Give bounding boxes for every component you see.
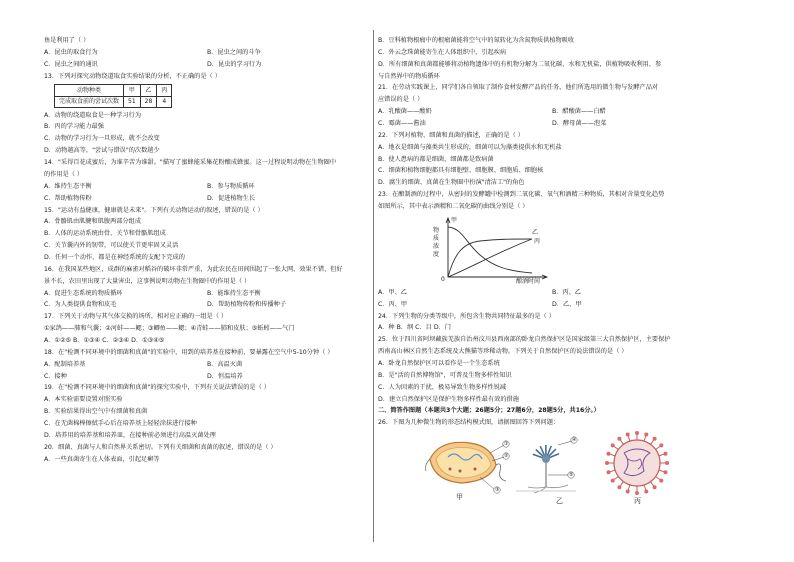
text-line: B．使人患病的都是细菌，细菌都是致病菌 [378, 155, 494, 163]
option-text: B．参与物质循环 [207, 182, 255, 190]
text-line: 13．下列对探究动物绕道取食实验结果的分析，不正确的是（ ） [44, 72, 221, 80]
option-text: D．帮助植物传粉和传播种子 [207, 301, 287, 309]
text-line: 的作用是（ ） [44, 170, 84, 178]
label-yi: 乙 [556, 497, 563, 506]
text-line: B．是"活的自然博物馆"，可普及生物多样性知识 [378, 371, 512, 379]
table-cell: 51 [124, 96, 141, 107]
text-line: 21．在劳动实践课上，同学们各自领取了制作食材发酵产品的任务，他们所选用的微生物与发酵产品对 [378, 84, 659, 92]
option-row [44, 183, 370, 191]
text-line: 鱼是利用了（ ） [44, 37, 90, 44]
experiment-table [54, 84, 172, 107]
curve-label-bing: 丙 [534, 237, 541, 245]
option-row [378, 289, 726, 297]
text-line: 14．"采得百花成蜜后，为谁辛苦为谁甜。"描写了蜜蜂能采集花粉酿成蜂蜜。这一过程说明动物在生物圈中 [44, 159, 337, 167]
option-text: C．丙、甲 [378, 300, 408, 308]
text-line: A．动物的绕道取食是一种学习行为 [44, 111, 142, 119]
option-text: A．配制培养基 [44, 360, 86, 368]
text-line: 20．细菌、真菌与人和自然界关系密切。下列有关细菌和真菌的叙述，错误的是（ ） [44, 443, 277, 451]
text-line: D．培养用的培养基和培养皿，在接种前必须进行高温灭菌处理 [44, 431, 216, 439]
virus-svg [592, 431, 692, 497]
text-line: A．地衣是细菌与藻类共生形成的，细菌可以为藻类提供水和无机盐 [378, 143, 562, 151]
option-text: C．帮助植物传粉 [44, 194, 92, 202]
structure-number: ④ [572, 437, 577, 444]
text-line: 17．下列关于动物与其气体交换的场所，相对应正确的一组是（ ） [44, 313, 228, 321]
x-axis-label: 酿酒时间 [516, 277, 541, 285]
option-row [378, 120, 726, 128]
structure-number: ② [504, 453, 509, 460]
text-line: 与自然界中的物质循环 [378, 72, 440, 80]
text-line: 25．位于四川省阿坝藏族羌族自治州汶川县西南部的卧龙自然保护区是国家级第三大自然保护区，主要保护 [378, 336, 671, 344]
option-text: B．醋酸菌——白醋 [552, 108, 606, 116]
structure-number: ① [504, 441, 509, 448]
option-text: B．丙、乙 [552, 288, 581, 296]
y-axis-label: 度 [433, 250, 440, 258]
option-text: B．能维持生态平衡 [207, 289, 261, 297]
option-text: C．昆虫之间的通讯 [44, 60, 98, 68]
option-row [378, 301, 726, 309]
option-row [44, 290, 370, 298]
option-row [44, 373, 370, 381]
text-line: 24．下列生物的分类等级中，所包含生物共同特征最多的是（ ） [378, 312, 555, 320]
option-row [378, 108, 726, 116]
text-line: 应错误的是（ ） [378, 96, 424, 104]
text-line: C．外云念珠菌能寄生在人体组织中，引起疾病 [378, 48, 507, 56]
left-column [44, 37, 370, 467]
option-text: C．霉菌——酱油 [378, 120, 426, 128]
option-text: A．维持生态平衡 [44, 182, 92, 190]
text-line: 西南高山林区自然生态系统及大熊猫等珍稀动物。下列关于自然保护区的说法错误的是（ ） [378, 348, 628, 356]
text-line: 景不长，农田里出现了大量害虫，这事例说明动物在生物圈中的作用是（ ） [44, 277, 251, 285]
text-line: B．丙的学习能力最强 [44, 123, 104, 131]
y-axis-label: 质 [433, 234, 440, 242]
text-line: A．卧龙自然保护区可以看作是一个生态系统 [378, 360, 500, 368]
graph-svg [428, 215, 578, 285]
curve-label-yi: 乙 [532, 228, 539, 236]
text-line: 16．在我国某些地区，成群的麻雀对稻谷的破坏非常严重，为此农民在田间围起了一张大网，效果不错，但好 [44, 265, 343, 273]
table-cell: 4 [157, 96, 172, 107]
text-line: D．动物越高等，"尝试与错误"的次数越少 [44, 147, 160, 155]
y-axis-label: 物 [433, 226, 440, 234]
label-bing: 丙 [634, 497, 641, 506]
right-column [378, 37, 726, 511]
text-line: C．人为因素的干扰，极易导致生物多样性锐减 [378, 383, 507, 391]
text-line: A．一些真菌寄生在人体表面，引起足癣等 [44, 455, 160, 463]
text-line: A．种 B．纲 C．目 D．门 [378, 324, 451, 332]
text-line: 19．在"检测不同环境中的细菌和真菌"的探究实验中，下列有关说法错误的是（ ） [44, 384, 270, 392]
column-divider [373, 30, 374, 542]
text-line: B．人体的运动系统由骨、关节和骨骼肌组成 [44, 230, 166, 238]
table-cell: 乙 [140, 85, 157, 96]
text-line: C．动物的学习行为一旦形成，就不会改变 [44, 135, 160, 143]
concentration-graph [428, 215, 578, 285]
text-line: 23．在酿制酒的过程中，从密封的发酵罐中检测到二氧化碳、氧气和酒精三种物质，其相对含量变化趋势 [378, 191, 665, 199]
option-text: A．甲、乙 [378, 288, 407, 296]
option-text: D．乙、甲 [552, 300, 582, 308]
option-text: B．昆虫之间的斗争 [207, 48, 261, 56]
option-row [44, 361, 370, 369]
table-cell: 28 [140, 96, 157, 107]
y-axis-label: 浓 [433, 242, 440, 250]
text-line: 26．下图为几种微生物的形态结构模式图，请据图回答下列问题： [378, 419, 560, 427]
microorganism-figure [378, 431, 726, 511]
text-line: D．所有细菌和真菌都能够将动植物遗体中的有机物分解为二氧化碳、水和无机盐，供植物吸收利用，参 [378, 60, 662, 68]
option-text: D．恒温培养 [207, 372, 243, 380]
option-text: A．促进生态系统的物质循环 [44, 289, 123, 297]
table-cell: 动物种类 [55, 85, 124, 96]
text-line: B．豆科植物根瘤中的根瘤菌能将空气中的氮转化为含氮物质供植物吸收 [378, 37, 575, 44]
text-line: D．建立自然保护区是保护生物多样性最有效的措施 [378, 395, 519, 403]
origin-label: 0 [441, 275, 445, 283]
option-text: C．为人类提供食物和皮毛 [44, 301, 117, 309]
text-line: 22．下列对植物、细菌和真菌的描述，正确的是（ ） [378, 131, 524, 139]
option-text: C．接种 [44, 372, 67, 380]
text-line: 15．"运动有益健康，健康就是未来"。下列有关动物运动的叙述，错误的是（ ） [44, 206, 264, 214]
mold-figure [506, 431, 586, 511]
option-row [44, 61, 370, 69]
table-cell: 丙 [157, 85, 172, 96]
option-text: D．酵母菌——泡菜 [552, 120, 607, 128]
option-text: A．昆虫的取食行为 [44, 48, 98, 56]
option-row [44, 195, 370, 203]
table-row [55, 85, 172, 96]
table-cell: 甲 [124, 85, 141, 96]
option-row [44, 301, 370, 309]
label-jia: 甲 [456, 493, 463, 502]
structure-number: ③ [495, 487, 500, 494]
option-text: D．促进植物生长 [207, 194, 256, 202]
text-line: A．本实验需要设置对照实验 [44, 396, 123, 404]
curve-label-jia: 甲 [451, 216, 458, 224]
table-cell: 完成取食前的尝试次数 [55, 96, 124, 107]
structure-number: ⑤ [569, 472, 574, 479]
text-line: C．关节囊内外的韧带，可以使关节更牢固又灵活 [44, 242, 179, 250]
text-line: D．任何一个动作，都是在神经系统的支配下完成的 [44, 253, 185, 261]
option-text: B．高温灭菌 [207, 360, 243, 368]
text-line: B．实验结果得出空气中有细菌和真菌 [44, 408, 148, 416]
option-row [44, 49, 370, 57]
option-text: A．乳酸菌——酸奶 [378, 108, 432, 116]
text-line: 18．在"检测不同环境中的细菌和真菌"的实验中，用到的培养基在接种前，要暴露在空气中5-10分钟（ ） [44, 348, 334, 356]
text-line: C．在无菌棉棒擦拭手心后在培养基上轻轻涂抹进行接种 [44, 419, 197, 427]
option-text: D．昆虫的学习行为 [207, 60, 262, 68]
text-line: C．细菌和植物细胞都具有细胞壁、细胞膜、细胞质、细胞核 [378, 167, 544, 175]
virus-figure [592, 431, 692, 511]
text-line: ①家鸽——肺和气囊；②河蚌——鳃；③鲫鱼——鳃；④青蛙——肺和皮肤；⑤蚯蚓——气门 [44, 325, 295, 333]
text-line: D．腐生的细菌、真菌在生物圈中扮演"清洁工"的角色 [378, 179, 525, 187]
table-row [55, 96, 172, 107]
text-line: A．骨骼肌由肌腱和肌腹两部分组成 [44, 218, 142, 226]
section-heading: 二、简答作图题（本题共3个大题；26题5分；27题6分，28题5分，共16分。） [378, 407, 600, 415]
text-line: A．①②⑤ B．①③④ C．②③④ D．①③④⑤ [44, 336, 165, 344]
bacterium-figure [420, 431, 510, 511]
text-line: 如图所示，其中表示酒精和二氧化碳的曲线分别是（ ） [378, 203, 529, 211]
